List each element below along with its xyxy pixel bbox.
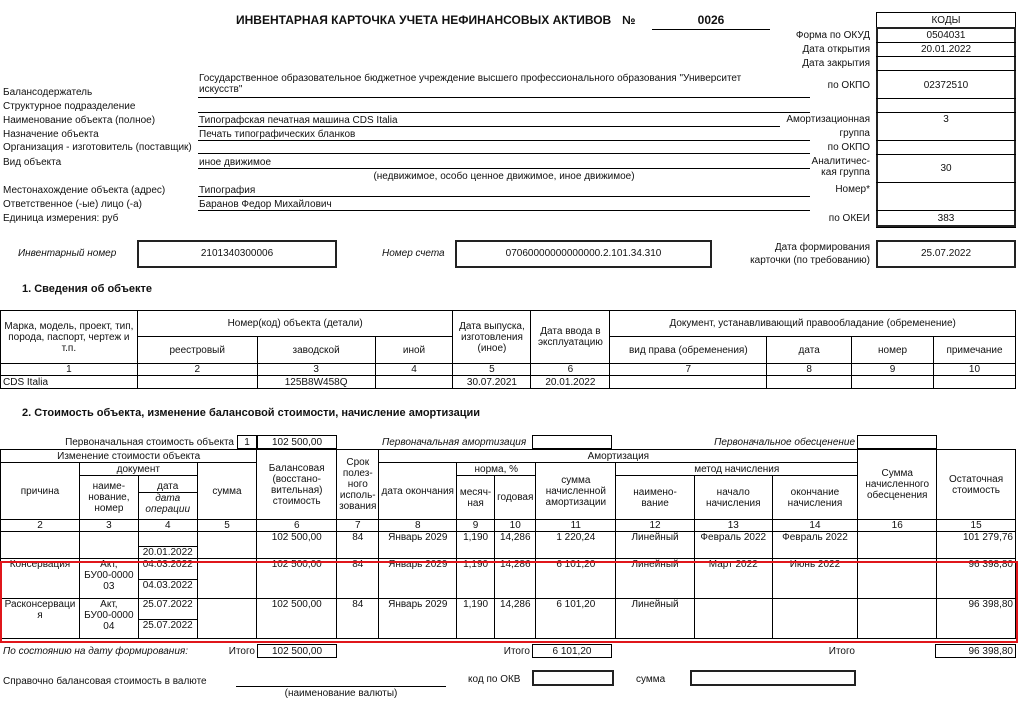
h-date: дата bbox=[767, 337, 852, 364]
purpose-value: Печать типографических бланков bbox=[199, 129, 356, 140]
card-number: 0026 bbox=[697, 13, 725, 27]
col-num: 5 bbox=[453, 364, 531, 376]
h-note: примечание bbox=[933, 337, 1015, 364]
responsible-value: Баранов Федор Михайлович bbox=[199, 199, 332, 210]
row-doc: Акт, bbox=[100, 559, 118, 570]
location-label: Местонахождение объекта (адрес) bbox=[3, 185, 166, 196]
object-type-hint: (недвижимое, особо ценное движимое, иное движимое) bbox=[373, 171, 635, 182]
row-mend: Февраль 2022 bbox=[772, 532, 858, 559]
manufacturer-label: Организация - изготовитель (поставщик) bbox=[3, 142, 192, 153]
row-opdate: 20.01.2022 bbox=[139, 546, 197, 558]
manufacturer-okpo-label: по ОКПО bbox=[827, 142, 870, 153]
h-residual: Остаточная стоимость bbox=[937, 450, 1016, 520]
h-other: иной bbox=[375, 337, 453, 364]
account-label: Номер счета bbox=[382, 248, 445, 259]
col-num: 4 bbox=[138, 520, 197, 532]
col-num: 4 bbox=[375, 364, 453, 376]
h-number: Номер(код) объекта (детали) bbox=[137, 311, 453, 337]
balance-holder-value-1: Государственное образовательное бюджетное учреждение высшего профессионального образования "Университет bbox=[199, 73, 742, 84]
col-num: 10 bbox=[495, 520, 536, 532]
h-right: вид права (обременения) bbox=[610, 337, 767, 364]
col-num: 8 bbox=[767, 364, 852, 376]
col-num: 8 bbox=[379, 520, 457, 532]
col-num: 7 bbox=[610, 364, 767, 376]
balance-holder-label: Балансодержатель bbox=[3, 87, 93, 98]
analytic-value: 30 bbox=[940, 163, 952, 174]
okpo-value: 02372510 bbox=[923, 80, 969, 91]
row-mstart: Март 2022 bbox=[694, 559, 772, 599]
object-name-label: Наименование объекта (полное) bbox=[3, 115, 156, 126]
row-reason: Расконсерваци bbox=[4, 599, 76, 610]
h-registry: реестровый bbox=[137, 337, 257, 364]
analytic-label-2: кая группа bbox=[821, 167, 870, 178]
sum-label: сумма bbox=[636, 674, 666, 685]
h-enddate: дата окончания bbox=[379, 463, 457, 520]
total-balance: 102 500,00 bbox=[271, 646, 323, 657]
formation-value: 25.07.2022 bbox=[920, 248, 972, 259]
section1-table bbox=[0, 310, 1016, 389]
row-registry bbox=[137, 376, 257, 389]
row-residual: 101 279,76 bbox=[937, 532, 1016, 559]
sum-field bbox=[690, 670, 856, 686]
row-mstart: Февраль 2022 bbox=[694, 532, 772, 559]
h-mstart: начало начисления bbox=[694, 476, 772, 520]
row-mname: Линейный bbox=[616, 532, 695, 559]
h-term: Срок полез- ного исполь- зования bbox=[337, 450, 379, 520]
open-date-value: 20.01.2022 bbox=[920, 44, 972, 55]
object-name-value: Типографская печатная машина CDS Italia bbox=[199, 115, 398, 126]
col-num: 7 bbox=[337, 520, 379, 532]
okv-label: код по ОКВ bbox=[468, 674, 521, 685]
initial-amort-label: Первоначальная амортизация bbox=[382, 437, 527, 448]
state-label: По состоянию на дату формирования: bbox=[3, 646, 188, 657]
table-row bbox=[1, 532, 1016, 559]
h-accrued: сумма начисленной амортизации bbox=[536, 463, 616, 520]
subdivision-label: Структурное подразделение bbox=[3, 101, 136, 112]
okpo-label: по ОКПО bbox=[827, 80, 870, 91]
row-end: Январь 2029 bbox=[379, 532, 457, 559]
inventory-value: 2101340300006 bbox=[200, 248, 274, 259]
highlight-frame bbox=[0, 561, 1018, 643]
row-residual: 96 398,80 bbox=[937, 559, 1016, 599]
total-label: Итого bbox=[828, 646, 855, 657]
row-monthly: 1,190 bbox=[457, 532, 495, 559]
h-opdate: дата операции bbox=[145, 492, 191, 515]
h-amort: Амортизация bbox=[379, 450, 858, 463]
row-balance: 102 500,00 bbox=[257, 532, 337, 559]
h-release: Дата выпуска, изготовления (иное) bbox=[453, 311, 531, 364]
codes-label: КОДЫ bbox=[931, 15, 961, 26]
col-num: 15 bbox=[937, 520, 1016, 532]
row-brand: CDS Italia bbox=[1, 376, 138, 389]
okei-value: 383 bbox=[937, 213, 955, 224]
col-num: 9 bbox=[457, 520, 495, 532]
depreciation-group-label: группа bbox=[839, 128, 870, 139]
row-doc: БУ00-0000 bbox=[84, 570, 134, 581]
h-brand: Марка, модель, проект, тип, порода, паспорт, чертеж и т.п. bbox=[1, 311, 138, 364]
account-value: 07060000000000000.2.101.34.310 bbox=[505, 248, 662, 259]
col-num: 12 bbox=[616, 520, 695, 532]
row-balance: 102 500,00 bbox=[257, 599, 337, 639]
row-other bbox=[375, 376, 453, 389]
currency-label: Справочно балансовая стоимость в валюте bbox=[3, 676, 207, 687]
open-date-label: Дата открытия bbox=[802, 44, 870, 55]
depreciation-label: Амортизационная bbox=[786, 114, 870, 125]
okv-field bbox=[532, 670, 614, 686]
col-num: 6 bbox=[257, 520, 337, 532]
section1-title: 1. Сведения об объекте bbox=[22, 283, 152, 295]
balance-holder-value-2: искусств" bbox=[199, 84, 243, 95]
currency-hint: (наименование валюты) bbox=[284, 688, 398, 699]
responsible-label: Ответственное (-ые) лицо (-а) bbox=[3, 199, 142, 210]
formation-label-1: Дата формирования bbox=[774, 242, 870, 253]
col-num: 14 bbox=[772, 520, 858, 532]
number-sign: № bbox=[622, 13, 636, 27]
close-date-label: Дата закрытия bbox=[802, 58, 870, 69]
h-docdate: дата bbox=[139, 481, 197, 493]
col-num: 13 bbox=[694, 520, 772, 532]
row-commission: 20.01.2022 bbox=[531, 376, 610, 389]
col-num: 3 bbox=[79, 520, 138, 532]
row-opdate: 04.03.2022 bbox=[142, 580, 193, 591]
okei-label: по ОКЕИ bbox=[828, 213, 870, 224]
h-sum: сумма bbox=[197, 463, 257, 520]
card-title: ИНВЕНТАРНАЯ КАРТОЧКА УЧЕТА НЕФИНАНСОВЫХ АКТИВОВ bbox=[236, 13, 612, 27]
h-factory: заводской bbox=[257, 337, 375, 364]
col-num: 3 bbox=[257, 364, 375, 376]
row-accrued: 1 220,24 bbox=[536, 532, 616, 559]
col-num: 9 bbox=[852, 364, 934, 376]
section2-title: 2. Стоимость объекта, изменение балансовой стоимости, начисление амортизации bbox=[22, 407, 480, 419]
row-end: Январь 2029 bbox=[379, 599, 457, 639]
initial-cost-idx: 1 bbox=[244, 437, 250, 448]
row-accrued: 6 101,20 bbox=[536, 559, 616, 599]
row-date: 04.03.2022 bbox=[139, 559, 197, 580]
h-norm: норма, % bbox=[457, 463, 536, 476]
row-term: 84 bbox=[337, 559, 379, 599]
row-mname: Линейный bbox=[616, 599, 695, 639]
row-date: 25.07.2022 bbox=[139, 599, 197, 620]
h-change: Изменение стоимости объекта bbox=[1, 450, 257, 463]
row-doc: Акт, bbox=[100, 599, 118, 610]
row-reason: Консервация bbox=[1, 559, 80, 599]
row-yearly: 14,286 bbox=[495, 599, 536, 639]
col-num: 11 bbox=[536, 520, 616, 532]
row-doc: 03 bbox=[103, 581, 115, 592]
total-label: Итого bbox=[228, 646, 255, 657]
row-release: 30.07.2021 bbox=[453, 376, 531, 389]
col-num: 2 bbox=[1, 520, 80, 532]
h-mend: окончание начисления bbox=[772, 476, 858, 520]
h-method: метод начисления bbox=[616, 463, 858, 476]
h-mname: наимено- вание bbox=[616, 476, 695, 520]
row-accrued: 6 101,20 bbox=[536, 599, 616, 639]
row-monthly: 1,190 bbox=[457, 559, 495, 599]
location-value: Типография bbox=[199, 185, 256, 196]
unit-label: Единица измерения: руб bbox=[3, 213, 119, 224]
h-monthly: месяч- ная bbox=[457, 476, 495, 520]
row-doc: БУ00-0000 bbox=[84, 610, 134, 621]
initial-cost-value: 102 500,00 bbox=[271, 437, 323, 448]
row-reason: я bbox=[37, 610, 43, 621]
col-num: 16 bbox=[858, 520, 937, 532]
h-reason: причина bbox=[1, 463, 80, 520]
object-type-value: иное движимое bbox=[199, 157, 272, 168]
row-term: 84 bbox=[337, 599, 379, 639]
h-impair: Сумма начисленного обесценения bbox=[858, 450, 937, 520]
object-type-label: Вид объекта bbox=[3, 157, 62, 168]
initial-cost-label: Первоначальная стоимость объекта bbox=[65, 437, 234, 448]
number-label: Номер* bbox=[835, 184, 870, 195]
col-num: 1 bbox=[1, 364, 138, 376]
analytic-label-1: Аналитичес- bbox=[811, 156, 870, 167]
row-monthly: 1,190 bbox=[457, 599, 495, 639]
okud-label: Форма по ОКУД bbox=[795, 30, 870, 41]
h-yearly: годовая bbox=[495, 476, 536, 520]
row-residual: 96 398,80 bbox=[937, 599, 1016, 639]
row-doc: 04 bbox=[103, 621, 115, 632]
h-balance: Балансовая (восстано- вительная) стоимость bbox=[257, 450, 337, 520]
h-num: номер bbox=[852, 337, 934, 364]
formation-label-2: карточки (по требованию) bbox=[750, 255, 870, 266]
row-balance: 102 500,00 bbox=[257, 559, 337, 599]
depreciation-value: 3 bbox=[943, 114, 949, 125]
row-yearly: 14,286 bbox=[495, 559, 536, 599]
h-doc: Документ, устанавливающий правообладание (обременение) bbox=[610, 311, 1016, 337]
row-opdate: 25.07.2022 bbox=[142, 620, 193, 631]
h-docname: наиме- нование, номер bbox=[79, 476, 138, 520]
total-label: Итого bbox=[503, 646, 530, 657]
col-num: 10 bbox=[933, 364, 1015, 376]
row-mname: Линейный bbox=[616, 559, 695, 599]
col-num: 6 bbox=[531, 364, 610, 376]
row-mend: Июнь 2022 bbox=[772, 559, 858, 599]
row-yearly: 14,286 bbox=[495, 532, 536, 559]
total-residual: 96 398,80 bbox=[968, 646, 1013, 657]
col-num: 2 bbox=[137, 364, 257, 376]
row-end: Январь 2029 bbox=[379, 559, 457, 599]
initial-secure-label: Первоначальное обесценение bbox=[714, 437, 855, 448]
row-term: 84 bbox=[337, 532, 379, 559]
inventory-label: Инвентарный номер bbox=[18, 248, 117, 259]
h-commission: Дата ввода в эксплуатацию bbox=[531, 311, 610, 364]
purpose-label: Назначение объекта bbox=[3, 129, 99, 140]
total-accrued: 6 101,20 bbox=[552, 646, 592, 657]
h-document: документ bbox=[79, 463, 197, 476]
row-factory: 125B8W458Q bbox=[257, 376, 375, 389]
col-num: 5 bbox=[197, 520, 257, 532]
okud-value: 0504031 bbox=[926, 30, 966, 41]
